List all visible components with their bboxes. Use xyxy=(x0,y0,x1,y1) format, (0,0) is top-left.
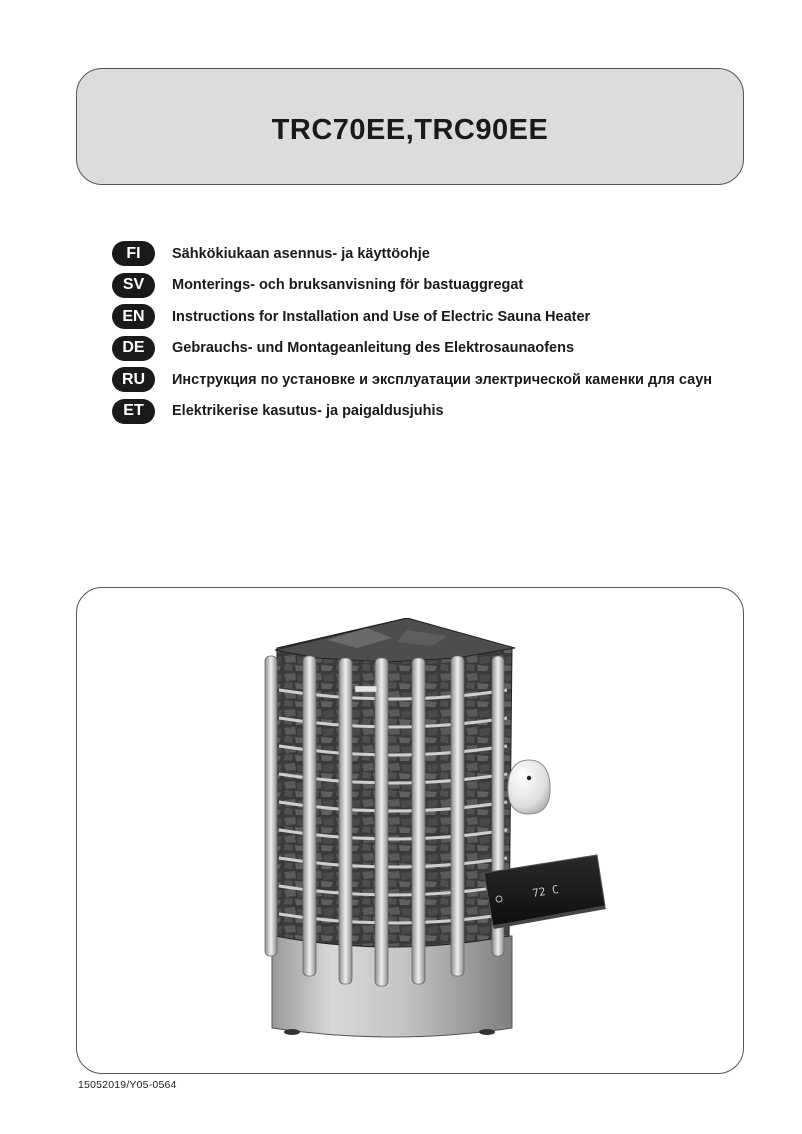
title-box xyxy=(76,68,744,185)
language-row-de xyxy=(112,333,752,365)
temperature-sensor-illustration xyxy=(505,758,553,818)
document-code: 15052019/Y05-0564 xyxy=(78,1079,177,1091)
language-badge: ET xyxy=(112,399,155,424)
language-badge: EN xyxy=(112,304,155,329)
language-badge: RU xyxy=(112,367,155,392)
language-title: Gebrauchs- und Montageanleitung des Elektrosaunaofens xyxy=(172,340,575,357)
language-list xyxy=(112,238,752,427)
language-title: Monterings- och bruksanvisning för bastuaggregat xyxy=(172,277,524,294)
language-title: Sähkökiukaan asennus- ja käyttöohje xyxy=(172,245,430,262)
language-title: Elektrikerise kasutus- ja paigaldusjuhis xyxy=(172,403,444,420)
panel-temperature-value: 72 xyxy=(531,885,547,900)
control-panel-illustration xyxy=(481,851,611,941)
language-badge: SV xyxy=(112,273,155,298)
panel-temperature-unit: C xyxy=(551,882,560,897)
language-row-sv xyxy=(112,270,752,302)
language-row-et xyxy=(112,396,752,428)
language-badge: FI xyxy=(112,241,155,266)
language-title: Инструкция по установке и эксплуатации электрической каменки для саун xyxy=(172,371,713,388)
product-image-box xyxy=(76,587,744,1074)
language-row-ru xyxy=(112,364,752,396)
language-row-fi xyxy=(112,238,752,270)
sauna-heater-illustration xyxy=(257,618,527,1048)
language-row-en xyxy=(112,301,752,333)
language-title: Instructions for Installation and Use of Electric Sauna Heater xyxy=(172,308,591,325)
language-badge: DE xyxy=(112,336,155,361)
document-title: TRC70EE,TRC90EE xyxy=(271,114,549,146)
